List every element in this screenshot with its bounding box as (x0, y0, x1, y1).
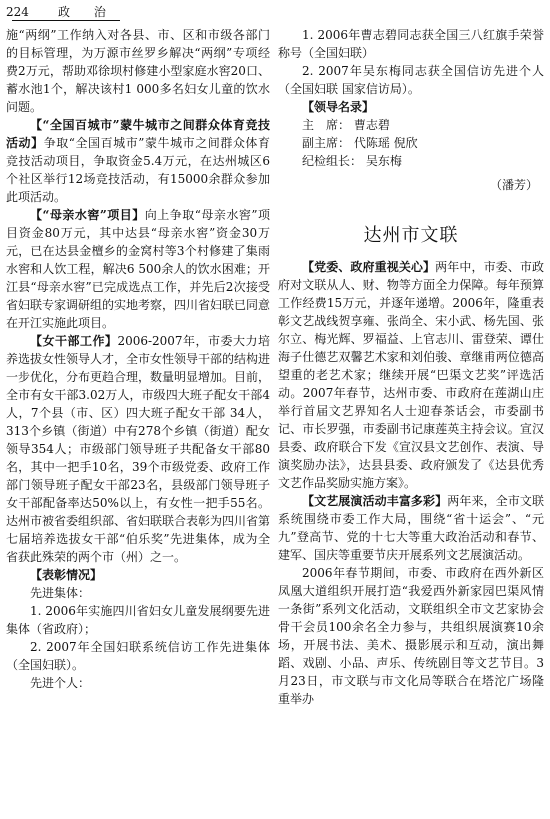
paragraph (278, 152, 544, 170)
paragraph-heading: 【文艺展演活动丰富多彩】 (302, 494, 448, 508)
right-column (278, 26, 544, 708)
left-column (6, 26, 270, 692)
paragraph (278, 258, 544, 492)
paragraph-heading: 【“全国百城市”蒙牛城市之间群众体育竞技活动】 (6, 118, 270, 150)
paragraph-heading: 【女干部工作】 (30, 334, 118, 348)
paragraph-text: 纪检组长： 吴东梅 (302, 154, 402, 168)
paragraph-text: 施“两纲”工作纳入对各县、市、区和市级各部门的目标管理，为万源市丝罗乡解决“两纲”专项经费2万元，帮助邓徐坝村修建小型家庭水窖20口、蓄水池1个，解决该村1 000多名妇女儿童的饮水问题。 (6, 28, 270, 114)
paragraph (6, 638, 270, 674)
right-column-top (278, 26, 544, 170)
paragraph-text: 2006-2007年，市委大力培养选拔女性领导人才，全市女性领导干部的结构进一步优化，分布更趋合理，数量明显增加。目前，全市有女干部3.02万人，市级四大班子配女干部4人，7个县（市、区）四大班子配女干部 34人，313个乡镇（街道）中有278个乡镇（街道）配女领导354人；市级部门领导班子共配备女干部80名，其中一把手10名，39个市级党委、政府工作部门领导班子配女干部23名，县级部门领导班子女干部配备率达50%以上，有女性一把手55名。达州市被省委组织部、省妇联联合表彰为四川省第七届培养选拔女干部“伯乐奖”先进集体，成为全省获此殊荣的两个市（州）之一。 (6, 334, 271, 564)
paragraph-text: 1. 2006年曹志碧同志获全国三八红旗手荣誉称号（全国妇联） (278, 28, 544, 60)
right-column-body (278, 258, 544, 708)
paragraph (6, 584, 270, 602)
paragraph-text: 先进集体： (30, 586, 91, 600)
page-number: 224 (6, 5, 29, 19)
paragraph-text: 副主席： 代陈瑶 倪欣 (302, 136, 418, 150)
article-title: 达州市文联 (363, 225, 459, 246)
paragraph-text: 向上争取“母亲水窖”项目资金80万元，其中达县“母亲水窖”资金30万元，已在达县金檀乡的金窝村等3个村修建了集雨水窖和人饮工程，解决6 500余人的饮水困难；开江县“母亲水窖”已完成选点工作，并先后2次接受省妇联专家调研组的实地考察，四川省妇联已同意在开江实施此项目。 (6, 208, 271, 330)
section-title: 政 治 (58, 5, 116, 19)
paragraph (6, 332, 270, 566)
paragraph-text: 两年来，全市文联系统围绕市委工作大局，围绕“省十运会”、“元九”登高节、党的十七大等重大政治活动和春节、建军、国庆等重要节庆开展系列文艺展演活动。 (278, 494, 544, 562)
paragraph (278, 26, 544, 62)
paragraph (6, 602, 270, 638)
paragraph (278, 98, 544, 116)
paragraph-text: 2006年春节期间，市委、市政府在西外新区凤凰大道组织开展打造“我爱西外新家园巴渠风情一条街”系列文化活动，文联组织全市文艺家协会骨干会员100余名全力参与，共组织展演赛10余场，开展书法、美术、摄影展示和互动，演出舞蹈、戏剧、小品、声乐、传统剧目等文艺节目。3月23日，市文联与市文化局等联合在塔沱广场隆重举办 (278, 566, 544, 706)
paragraph-text: 争取“全国百城市”蒙牛城市之间群众体育竞技活动项目，争取资金5.4万元，在达州城区6个社区举行12场竞技活动，有15000余群众参加此项活动。 (6, 136, 270, 204)
paragraph-heading: 【党委、政府重视关心】 (302, 260, 436, 274)
paragraph-text: 2. 2007年全国妇联系统信访工作先进集体（全国妇联）。 (6, 640, 270, 672)
paragraph (6, 116, 270, 206)
paragraph-heading: 【“母亲水窖”项目】 (30, 208, 145, 222)
paragraph-text: 两年中，市委、市政府对文联从人、财、物等方面全力保障。每年预算工作经费15万元，并逐年递增。2006年，隆重表彰文艺战线贺享雍、张尚全、宋小武、杨先国、张尔立、梅光辉、罗福益、上官志川、雷登荣、谭仕海子仕德艺双馨艺术家和刘伯骏、章继甫两位德高望重的老艺术家；继续开展“巴渠文艺奖”评选活动。2007年春节，达州市委、市政府在莲湖山庄举行首届文艺界知名人士迎春茶话会，市委副书记、市长罗强，市委副书记康莲英主持会议。宣汉县委、政府联合下发《宣汉县文艺创作、表演、导演奖励办法》，达县县委、政府颁发了《达县优秀文艺作品奖励实施方案》。 (278, 260, 544, 490)
page-header (6, 3, 146, 21)
paragraph (6, 674, 270, 692)
header-rule (12, 20, 120, 21)
paragraph (278, 116, 544, 134)
paragraph-heading: 【领导名录】 (302, 100, 375, 114)
author-signature: （潘芳） (489, 178, 538, 192)
paragraph (278, 134, 544, 152)
paragraph-text: 2. 2007年吴东梅同志获全国信访先进个人（全国妇联 国家信访局）。 (278, 64, 544, 96)
paragraph (6, 206, 270, 332)
paragraph (278, 62, 544, 98)
paragraph-text: 1. 2006年实施四川省妇女儿童发展纲要先进集体（省政府）； (6, 604, 270, 636)
paragraph (278, 564, 544, 708)
paragraph (6, 566, 270, 584)
paragraph-text: 主 席： 曹志碧 (302, 118, 390, 132)
paragraph (278, 492, 544, 564)
paragraph-text: 先进个人： (30, 676, 91, 690)
paragraph (6, 26, 270, 116)
paragraph-heading: 【表彰情况】 (30, 568, 103, 582)
